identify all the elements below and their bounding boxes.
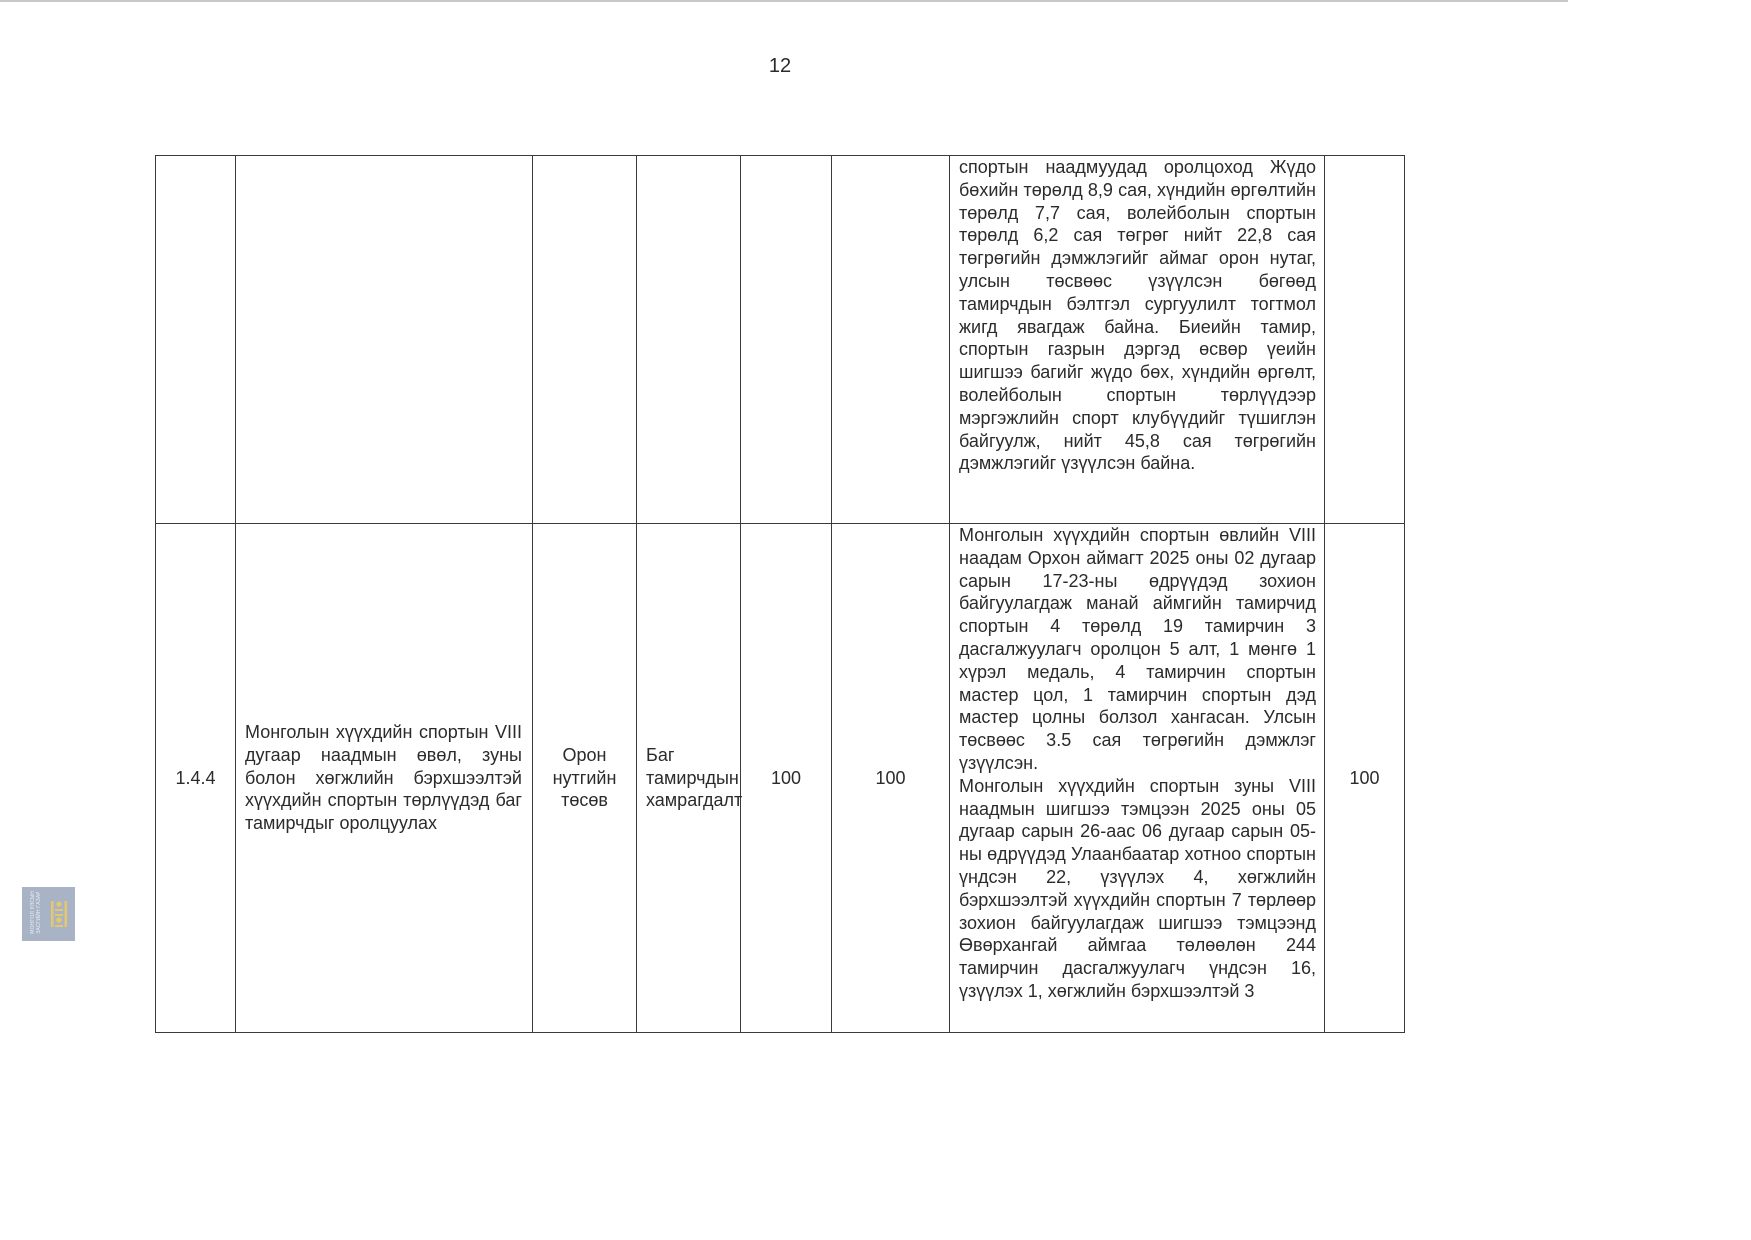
evaluation-percent: 100 xyxy=(1325,524,1405,1033)
seal-text: МОНГОЛ УЛСЫН ЗАСГИЙН ГАЗАР xyxy=(30,891,42,934)
page-number: 12 xyxy=(768,55,792,77)
activity-cell-empty xyxy=(236,156,533,524)
table-row-continuation xyxy=(156,156,1405,524)
indicator-cell-empty xyxy=(637,156,741,524)
evaluation-cell-empty xyxy=(1325,156,1405,524)
activity-code: 1.4.4 xyxy=(156,524,236,1033)
report-paragraph-summer-games: Монголын хүүхдийн спортын зуны VIII наадмын шигшээ тэмцээн 2025 оны 05 дугаар сарын 26-аас 06 дугаар сарын 05-ны өдрүүдэд Улаанбаатар хотноо спортын үндсэн 22, үзүүлэх 4, хөгжлийн бэрхшээлтэй хүүхдийн спортын 7 төрлөөр зохион байгуулагдаж шигшээ тэмцээнд Өвөрхангай аймгаа төлөөлөн 244 тамирчин дасгалжуулагч үндсэн 16, үзүүлэх 1, хөгжлийн бэрхшээлтэй 3 xyxy=(959,775,1316,1001)
activity-description: Монголын хүүхдийн спортын VIII дугаар наадмын өвөл, зуны болон хөгжлийн бэрхшээлтэй хүүхдийн спортын төрлүүдэд баг тамирчдыг оролцуулах xyxy=(236,524,533,1033)
page-top-edge xyxy=(0,0,1568,2)
government-seal-stamp xyxy=(22,887,75,941)
baseline-cell-empty xyxy=(741,156,832,524)
table-row-1-4-4 xyxy=(156,524,1405,1033)
report-paragraph-winter-games: Монголын хүүхдийн спортын өвлийн VIII наадам Орхон аймагт 2025 оны 02 дугаар сарын 17-23-ны өдрүүдэд зохион байгуулагдаж манай аймгийн тамирчид спортын 4 төрөлд 19 тамирчин 3 дасгалжуулагч оролцон 5 алт, 1 мөнгө 1 хүрэл медаль, 4 тамирчин спортын мастер цол, 1 тамирчин спортын дэд мастер цолны болзол хангасан. Улсын төсвөөс 3.5 сая төгрөгийн дэмжлэг үзүүлсэн. xyxy=(959,525,1316,773)
report-text-continuation: спортын наадмуудад оролцоход Жүдо бөхийн төрөлд 8,9 сая, хүндийн өргөлтийн төрөлд 7,7 сая, волейболын спортын төрөлд 6,2 сая төгрөг нийт 22,8 сая төгрөгийн дэмжлэгийг аймаг орон нутаг, улсын төсвөөс үзүүлсэн бөгөөд тамирчдын бэлтгэл сургуулилт тогтмол жигд явагдаж байна. Биеийн тамир, спортын газрын дэргэд өсвөр үеийн шигшээ багийг жүдо бөх, хүндийн өргөлт, волейболын спортын төрлүүдээр мэргэжлийн спорт клубүүдийг түшиглэн байгуулж, нийт 45,8 сая төгрөгийн дэмжлэгийг үзүүлсэн байна. xyxy=(959,157,1316,474)
target-cell-empty xyxy=(832,156,950,524)
soyombo-emblem-icon xyxy=(50,897,68,931)
funding-source: Орон нутгийн төсөв xyxy=(533,524,637,1033)
report-table xyxy=(155,155,1405,1033)
baseline-value: 100 xyxy=(741,524,832,1033)
funding-cell-empty xyxy=(533,156,637,524)
code-cell-empty xyxy=(156,156,236,524)
performance-indicator: Баг тамирчдын хамрагдалт xyxy=(637,524,741,1033)
target-value: 100 xyxy=(832,524,950,1033)
report-cell-continuation xyxy=(950,156,1325,524)
report-cell-main xyxy=(950,524,1325,1033)
